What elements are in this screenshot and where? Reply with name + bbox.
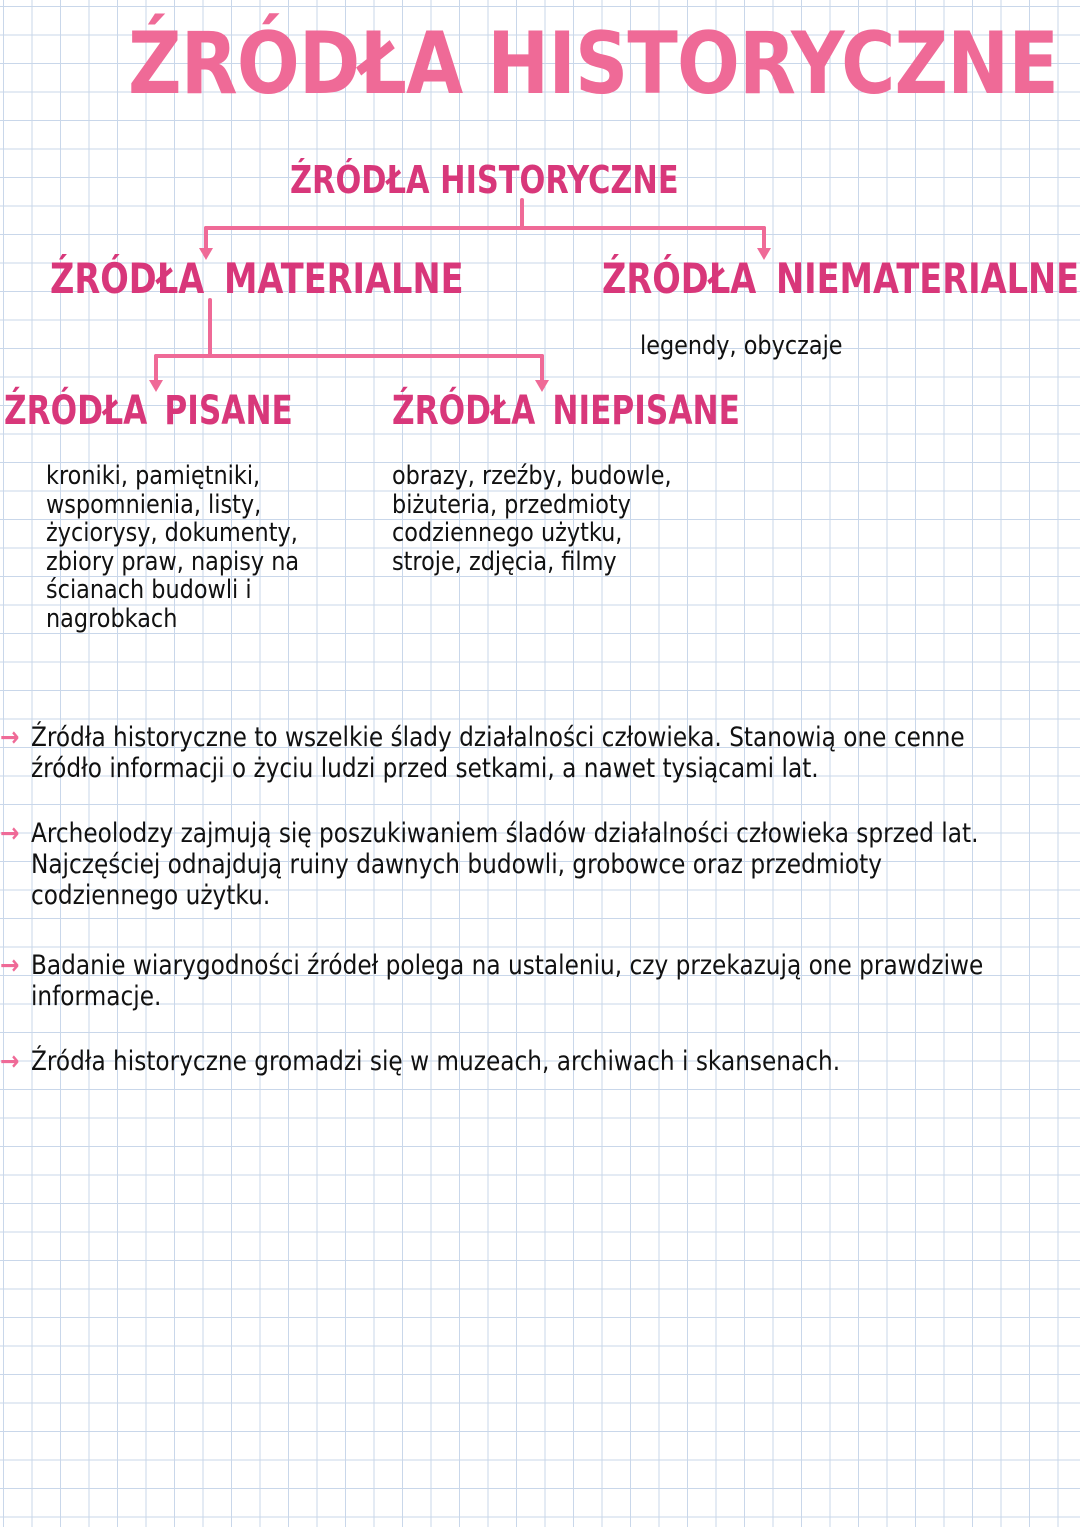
note-item: [0, 818, 978, 911]
note-text: [31, 818, 978, 911]
written-example-line: zbiory praw, napisy na: [46, 546, 300, 577]
note-line: źródło informacji o życiu ludzi przed setkami, a nawet tysiącami lat.: [30, 753, 819, 784]
note-line: codziennego użytku.: [30, 880, 271, 911]
unwritten-example-line: biżuteria, przedmioty: [392, 489, 631, 520]
note-item: [0, 722, 965, 784]
node-historical-sources: ŹRÓDŁA HISTORYCZNE: [290, 158, 679, 202]
node-written-sources: ŹRÓDŁA PISANE: [4, 388, 293, 434]
written-example-line: życiorysy, dokumenty,: [46, 518, 298, 548]
nonmaterial-examples: legendy, obyczaje: [640, 331, 843, 361]
note-text: [31, 950, 983, 1012]
note-line: Źródła historyczne to wszelkie ślady działalności człowieka. Stanowią one cenne: [30, 722, 965, 753]
note-line: Archeolodzy zajmują się poszukiwaniem śladów działalności człowieka sprzed lat.: [30, 818, 979, 849]
note-line: Najczęściej odnajdują ruiny dawnych budowli, grobowce oraz przedmioty: [30, 849, 882, 880]
node-nonmaterial-sources: ŹRÓDŁA NIEMATERIALNE: [602, 254, 1080, 303]
arrow-right-icon: →: [0, 950, 20, 981]
unwritten-examples: [392, 462, 672, 576]
written-example-line: ścianach budowli i: [46, 575, 252, 605]
written-example-line: kroniki, pamiętniki,: [46, 461, 261, 491]
unwritten-example-line: stroje, zdjęcia, filmy: [392, 546, 617, 577]
written-examples: [46, 462, 299, 633]
unwritten-example-line: codziennego użytku,: [392, 518, 623, 548]
arrow-right-icon: →: [0, 1046, 20, 1077]
note-text: [31, 1046, 840, 1077]
unwritten-example-line: obrazy, rzeźby, budowle,: [392, 461, 672, 491]
note-line: informacje.: [30, 981, 162, 1012]
arrow-right-icon: →: [0, 818, 20, 849]
note-text: [31, 722, 965, 784]
diagram-connectors: [0, 0, 1080, 420]
node-unwritten-sources: ŹRÓDŁA NIEPISANE: [392, 388, 740, 434]
written-example-line: wspomnienia, listy,: [46, 489, 262, 520]
arrow-right-icon: →: [0, 722, 20, 753]
note-item: [0, 950, 983, 1012]
note-item: [0, 1046, 840, 1077]
written-example-line: nagrobkach: [46, 603, 178, 634]
note-line: Badanie wiarygodności źródeł polega na ustaleniu, czy przekazują one prawdziwe: [30, 950, 984, 981]
note-line: Źródła historyczne gromadzi się w muzeach, archiwach i skansenach.: [30, 1046, 841, 1077]
node-material-sources: ŹRÓDŁA MATERIALNE: [50, 254, 464, 303]
page-title: ŹRÓDŁA HISTORYCZNE: [128, 14, 1059, 114]
